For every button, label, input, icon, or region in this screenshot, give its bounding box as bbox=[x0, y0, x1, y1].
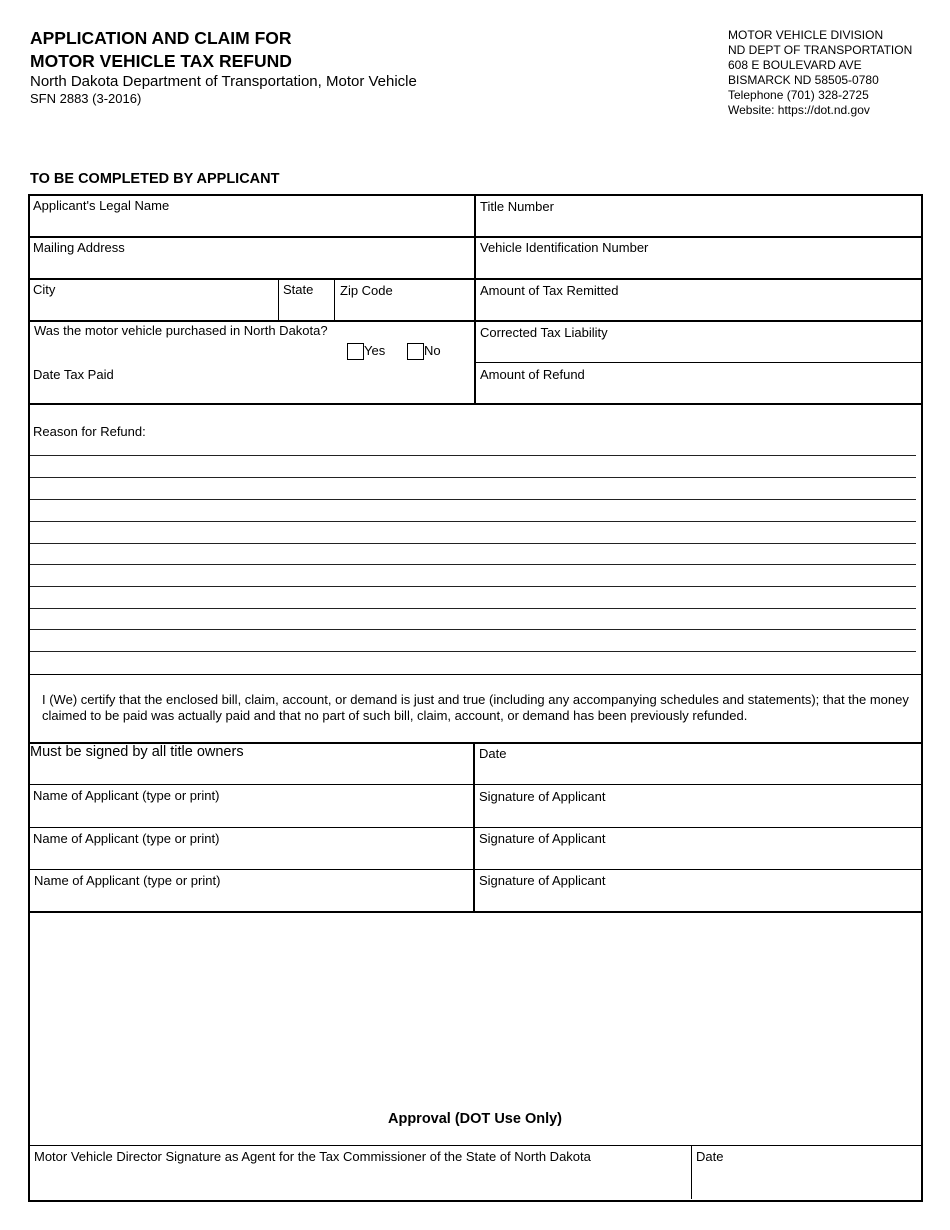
vin-field[interactable]: Vehicle Identification Number bbox=[480, 240, 649, 255]
date-tax-paid-field[interactable]: Date Tax Paid bbox=[33, 367, 114, 382]
column-divider bbox=[691, 1145, 692, 1199]
applicant-signature-field-1[interactable]: Signature of Applicant bbox=[479, 789, 606, 804]
applicant-signature-field-2[interactable]: Signature of Applicant bbox=[479, 831, 606, 846]
applicant-name-field-2[interactable]: Name of Applicant (type or print) bbox=[33, 831, 220, 846]
address-line: 608 E BOULEVARD AVE bbox=[728, 58, 862, 72]
column-divider bbox=[334, 278, 335, 320]
reason-line[interactable] bbox=[30, 477, 916, 478]
no-checkbox[interactable] bbox=[407, 343, 424, 360]
legal-name-field[interactable]: Applicant's Legal Name bbox=[33, 198, 170, 213]
applicant-signature-field-3[interactable]: Signature of Applicant bbox=[479, 873, 606, 888]
reason-for-refund-label: Reason for Refund: bbox=[33, 424, 146, 439]
applicant-name-field-3[interactable]: Name of Applicant (type or print) bbox=[34, 873, 221, 888]
yes-label: Yes bbox=[364, 343, 386, 358]
no-label: No bbox=[424, 343, 441, 358]
reason-line[interactable] bbox=[30, 608, 916, 609]
row-divider bbox=[28, 1145, 921, 1146]
reason-line[interactable] bbox=[30, 651, 916, 652]
address-telephone: Telephone (701) 328-2725 bbox=[728, 88, 869, 102]
division-address bbox=[728, 28, 912, 118]
city-field[interactable]: City bbox=[33, 282, 56, 297]
address-line: BISMARCK ND 58505-0780 bbox=[728, 73, 879, 87]
corrected-tax-liability-field[interactable]: Corrected Tax Liability bbox=[480, 325, 608, 340]
form-title-line2: MOTOR VEHICLE TAX REFUND bbox=[30, 51, 292, 71]
refund-amount-field[interactable]: Amount of Refund bbox=[480, 367, 585, 382]
reason-line[interactable] bbox=[30, 586, 916, 587]
column-divider bbox=[278, 278, 279, 320]
column-divider bbox=[474, 194, 476, 405]
yes-checkbox[interactable] bbox=[347, 343, 364, 360]
title-number-field[interactable]: Title Number bbox=[480, 199, 554, 214]
reason-section-bottom bbox=[28, 674, 921, 675]
state-field[interactable]: State bbox=[283, 282, 314, 297]
reason-line[interactable] bbox=[30, 521, 916, 522]
mailing-address-field[interactable]: Mailing Address bbox=[33, 240, 125, 255]
approval-heading: Approval (DOT Use Only) bbox=[387, 1111, 563, 1127]
address-line: ND DEPT OF TRANSPORTATION bbox=[728, 43, 913, 57]
row-divider bbox=[28, 827, 921, 828]
reason-line[interactable] bbox=[30, 564, 916, 565]
form-title bbox=[30, 27, 292, 73]
address-line: MOTOR VEHICLE DIVISION bbox=[728, 28, 884, 42]
tax-remitted-field[interactable]: Amount of Tax Remitted bbox=[480, 283, 619, 298]
form-title-line1: APPLICATION AND CLAIM FOR bbox=[30, 28, 292, 48]
reason-line[interactable] bbox=[30, 499, 916, 500]
form-number: SFN 2883 (3-2016) bbox=[30, 91, 142, 106]
director-signature-field[interactable]: Motor Vehicle Director Signature as Agent for the Tax Commissioner of the State of North Dakota bbox=[34, 1149, 591, 1164]
zip-code-field[interactable]: Zip Code bbox=[340, 283, 393, 298]
certification-statement: I (We) certify that the enclosed bill, claim, account, or demand is just and true (including any accompanying schedules and statements); that the money claimed to be paid was actually paid and that no part of such bill, claim, account, or demand has been previously refunded. bbox=[42, 692, 909, 723]
row-divider bbox=[474, 362, 921, 363]
signature-date-field[interactable]: Date bbox=[479, 746, 507, 761]
reason-line[interactable] bbox=[30, 543, 916, 544]
row-divider bbox=[28, 869, 921, 870]
purchased-in-nd-question: Was the motor vehicle purchased in North Dakota? bbox=[34, 323, 328, 338]
applicant-name-field-1[interactable]: Name of Applicant (type or print) bbox=[33, 788, 220, 803]
row-divider bbox=[28, 911, 921, 913]
reason-line[interactable] bbox=[30, 455, 916, 456]
reason-line[interactable] bbox=[30, 629, 916, 630]
approval-date-field[interactable]: Date bbox=[696, 1149, 724, 1164]
department-name: North Dakota Department of Transportation, Motor Vehicle bbox=[30, 73, 417, 90]
address-website: Website: https://dot.nd.gov bbox=[728, 103, 870, 117]
row-divider bbox=[28, 784, 921, 785]
section-heading: TO BE COMPLETED BY APPLICANT bbox=[30, 171, 280, 187]
must-sign-notice: Must be signed by all title owners bbox=[30, 744, 244, 760]
